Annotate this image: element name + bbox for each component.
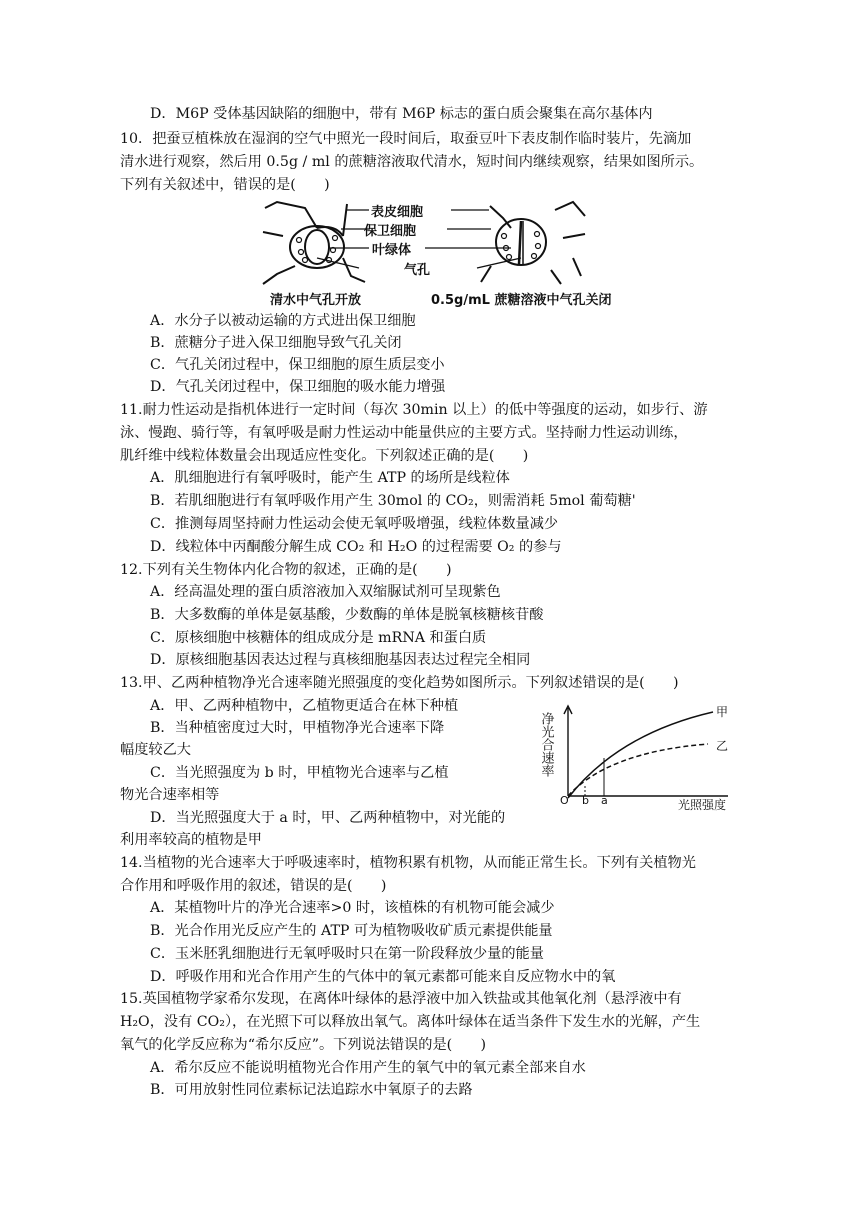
series-yi-label: 乙 [716, 739, 729, 753]
q13-option-b-line2: 幅度较乙大 [120, 742, 191, 758]
q14-option-c: C．玉米胚乳细胞进行无氧呼吸时只在第一阶段释放少量的能量 [150, 946, 544, 962]
q14-stem-2: 合作用和呼吸作用的叙述，错误的是( ) [120, 878, 387, 894]
q10-option-b: B．蔗糖分子进入保卫细胞导致气孔关闭 [150, 335, 402, 351]
q14-option-b: B．光合作用光反应产生的 ATP 可为植物吸收矿质元素提供能量 [150, 923, 553, 939]
q11-option-b: B．若肌细胞进行有氧呼吸作用产生 30mol 的 CO₂，则需消耗 5mol 葡萄糖' [150, 493, 636, 509]
q11-option-a: A．肌细胞进行有氧呼吸时，能产生 ATP 的场所是线粒体 [150, 470, 510, 486]
q10-stem-3: 下列有关叙述中，错误的是( ) [120, 177, 330, 193]
q15-stem-2: H₂O，没有 CO₂），在光照下可以释放出氧气。离体叶绿体在适当条件下发生水的光解，产生 [120, 1014, 701, 1030]
label-epidermis-cell: 表皮细胞 [371, 205, 424, 220]
q14-option-d: D．呼吸作用和光合作用产生的气体中的氧元素都可能来自反应物水中的氧 [150, 969, 616, 985]
q11-stem-1: 11.耐力性运动是指机体进行一定时间（每次 30min 以上）的低中等强度的运动，如步行、游 [120, 402, 708, 418]
q15-option-a: A．希尔反应不能说明植物光合作用产生的氧气中的氧元素全部来自水 [150, 1060, 586, 1076]
series-yi-curve [568, 744, 708, 796]
q11-stem-2: 泳、慢跑、骑行等，有氧呼吸是耐力性运动中能量供应的主要方式。坚持耐力性运动训练， [120, 425, 688, 441]
q15-stem-1: 15.英国植物学家希尔发现，在离体叶绿体的悬浮液中加入铁盐或其他氧化剂（悬浮液中有 [120, 991, 682, 1007]
q12-stem: 12.下列有关生物体内化合物的叙述，正确的是( ) [120, 562, 452, 578]
q12-option-a: A．经高温处理的蛋白质溶液加入双缩脲试剂可呈现紫色 [150, 584, 501, 600]
q13-option-a: A．甲、乙两种植物中，乙植物更适合在林下种植 [150, 698, 459, 714]
y-axis-label: 净光合速率 [538, 712, 554, 777]
caption-open-stoma: 清水中气孔开放 [270, 293, 362, 308]
q12-option-d: D．原核细胞基因表达过程与真核细胞基因表达过程完全相同 [150, 652, 531, 668]
caption-closed-stoma: 0.5g/mL 蔗糖溶液中气孔关闭 [431, 293, 612, 308]
series-jia-label: 甲 [716, 705, 729, 719]
q13-option-c-line1: C．当光照强度为 b 时，甲植物光合速率与乙植 [150, 765, 449, 781]
q14-option-a: A．某植物叶片的净光合速率>0 时，该植株的有机物可能会减少 [150, 900, 555, 916]
q10-option-c: C．气孔关闭过程中，保卫细胞的原生质层变小 [150, 357, 445, 373]
q11-option-c: C．推测每周坚持耐力性运动会使无氧呼吸增强，线粒体数量减少 [150, 516, 559, 532]
q13-stem: 13.甲、乙两种植物净光合速率随光照强度的变化趋势如图所示。下列叙述错误的是( ) [120, 675, 679, 691]
q13-option-c-line2: 物光合速率相等 [120, 787, 220, 803]
q15-stem-3: 氧气的化学反应称为“希尔反应”。下列说法错误的是( ) [120, 1037, 487, 1053]
q12-option-c: C．原核细胞中核糖体的组成成分是 mRNA 和蛋白质 [150, 630, 487, 646]
label-chloroplast: 叶绿体 [372, 243, 412, 258]
q14-stem-1: 14.当植物的光合速率大于呼吸速率时，植物积累有机物，从而能正常生长。下列有关植物光 [120, 855, 696, 871]
label-guard-cell: 保卫细胞 [364, 224, 417, 239]
tick-a-label: a [601, 794, 608, 807]
origin-label: O [560, 794, 569, 807]
q11-option-d: D．线粒体中丙酮酸分解生成 CO₂ 和 H₂O 的过程需要 O₂ 的参与 [150, 539, 562, 555]
q13-option-b-line1: B．当种植密度过大时，甲植物净光合速率下降 [150, 720, 445, 736]
q13-option-d-line2: 利用率较高的植物是甲 [120, 832, 262, 848]
q13-option-d-line1: D．当光照强度大于 a 时，甲、乙两种植物中，对光能的 [150, 810, 506, 826]
q10-stem-1: 10．把蚕豆植株放在湿润的空气中照光一段时间后，取蚕豆叶下表皮制作临时装片，先滴加 [120, 131, 692, 147]
label-stoma: 气孔 [404, 263, 431, 278]
q9-option-d: D．M6P 受体基因缺陷的细胞中，带有 M6P 标志的蛋白质会聚集在高尔基体内 [150, 106, 653, 122]
light-response-chart [538, 700, 743, 812]
q10-option-a: A．水分子以被动运输的方式进出保卫细胞 [150, 313, 416, 329]
x-axis-label: 光照强度 [678, 798, 727, 812]
q15-option-b: B．可用放射性同位素标记法追踪水中氧原子的去路 [150, 1082, 473, 1098]
q10-stem-2: 清水进行观察，然后用 0.5g / ml 的蔗糖溶液取代清水，短时间内继续观察，结果如图所示。 [120, 154, 704, 170]
q10-option-d: D．气孔关闭过程中，保卫细胞的吸水能力增强 [150, 379, 446, 395]
tick-b-label: b [582, 794, 589, 807]
q11-stem-3: 肌纤维中线粒体数量会出现适应性变化。下列叙述正确的是( ) [120, 448, 529, 464]
q12-option-b: B．大多数酶的单体是氨基酸，少数酶的单体是脱氧核糖核苷酸 [150, 607, 544, 623]
